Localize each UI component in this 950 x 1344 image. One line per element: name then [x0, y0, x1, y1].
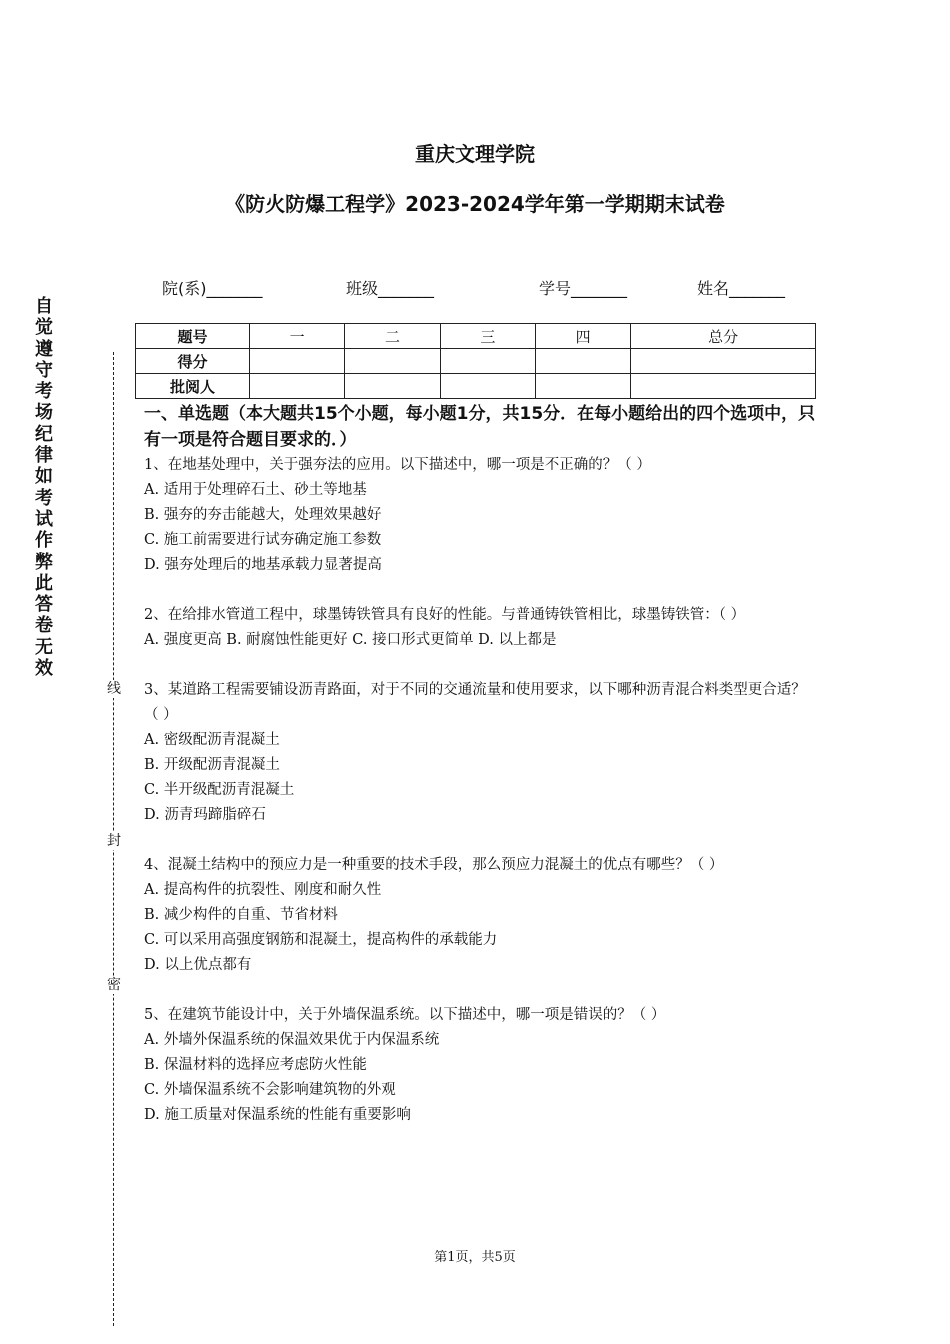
exam-content — [144, 401, 816, 1128]
question-stem: 4、混凝土结构中的预应力是一种重要的技术手段，那么预应力混凝土的优点有哪些？（ ） — [144, 857, 724, 873]
question-2 — [144, 603, 816, 653]
question-5 — [144, 1003, 816, 1128]
score-header-cell: 总分 — [631, 324, 816, 349]
section-heading: 一、单选题（本大题共15个小题，每小题1分，共15分．在每小题给出的四个选项中，只有一项是符合题目要求的．） — [144, 404, 816, 450]
grader-cell[interactable] — [535, 374, 630, 399]
student-id-field[interactable]: 学号_______ — [539, 279, 628, 298]
option: C. 外墙保温系统不会影响建筑物的外观 — [144, 1082, 396, 1098]
score-cell[interactable] — [535, 349, 630, 374]
score-header-cell: 四 — [535, 324, 630, 349]
option: A. 强度更高 B. 耐腐蚀性能更好 C. 接口形式更简单 D. 以上都是 — [144, 632, 557, 648]
grader-cell[interactable] — [250, 374, 345, 399]
option: A. 密级配沥青混凝土 — [144, 732, 280, 748]
question-stem: 1、在地基处理中，关于强夯法的应用。以下描述中，哪一项是不正确的？（ ） — [144, 457, 651, 473]
option: C. 可以采用高强度钢筋和混凝土，提高构件的承载能力 — [144, 932, 498, 948]
school-name: 重庆文理学院 — [415, 142, 535, 166]
option: C. 施工前需要进行试夯确定施工参数 — [144, 532, 382, 548]
grader-row — [136, 374, 816, 399]
option: B. 强夯的夯击能越大，处理效果越好 — [144, 507, 382, 523]
question-4 — [144, 853, 816, 978]
score-cell[interactable] — [250, 349, 345, 374]
class-field[interactable]: 班级_______ — [346, 279, 435, 298]
grader-row-label: 批阅人 — [136, 374, 250, 399]
grader-cell[interactable] — [631, 374, 816, 399]
question-3 — [144, 678, 816, 828]
option: D. 强夯处理后的地基承载力显著提高 — [144, 557, 382, 573]
question-stem: 5、在建筑节能设计中，关于外墙保温系统。以下描述中，哪一项是错误的？（ ） — [144, 1007, 666, 1023]
option: D. 施工质量对保温系统的性能有重要影响 — [144, 1107, 411, 1123]
score-table — [135, 323, 816, 399]
score-cell[interactable] — [345, 349, 440, 374]
grader-cell[interactable] — [440, 374, 535, 399]
score-cell[interactable] — [440, 349, 535, 374]
score-header-cell: 二 — [345, 324, 440, 349]
score-table-header-row — [136, 324, 816, 349]
option: A. 适用于处理碎石土、砂土等地基 — [144, 482, 367, 498]
question-stem: 2、在给排水管道工程中，球墨铸铁管具有良好的性能。与普通铸铁管相比，球墨铸铁管：（ ） — [144, 607, 746, 623]
name-field[interactable]: 姓名_______ — [697, 279, 786, 298]
score-row-label: 得分 — [136, 349, 250, 374]
score-cell[interactable] — [631, 349, 816, 374]
exam-title: 《防火防爆工程学》2023-2024学年第一学期期末试卷 — [225, 192, 725, 216]
department-field[interactable]: 院(系)_______ — [162, 279, 263, 298]
score-header-cell: 一 — [250, 324, 345, 349]
score-header-cell: 题号 — [136, 324, 250, 349]
page-number: 第1页，共5页 — [434, 1250, 516, 1265]
score-row — [136, 349, 816, 374]
grader-cell[interactable] — [345, 374, 440, 399]
option: A. 外墙外保温系统的保温效果优于内保温系统 — [144, 1032, 440, 1048]
option: A. 提高构件的抗裂性、刚度和耐久性 — [144, 882, 382, 898]
option: B. 开级配沥青混凝土 — [144, 757, 280, 773]
question-stem: 3、某道路工程需要铺设沥青路面，对于不同的交通流量和使用要求，以下哪种沥青混合料类型更合适？（ ） — [144, 682, 806, 723]
question-1 — [144, 453, 816, 578]
score-header-cell: 三 — [440, 324, 535, 349]
option: B. 保温材料的选择应考虑防火性能 — [144, 1057, 367, 1073]
discipline-notice: 自觉遵守考场纪律如考试作弊此答卷无效 — [35, 296, 53, 680]
binding-mark-seal: 封 — [107, 833, 121, 849]
option: C. 半开级配沥青混凝土 — [144, 782, 295, 798]
option: D. 沥青玛蹄脂碎石 — [144, 807, 266, 823]
option: B. 减少构件的自重、节省材料 — [144, 907, 338, 923]
binding-mark-secret: 密 — [107, 977, 121, 993]
binding-mark-line: 线 — [107, 681, 121, 697]
option: D. 以上优点都有 — [144, 957, 252, 973]
